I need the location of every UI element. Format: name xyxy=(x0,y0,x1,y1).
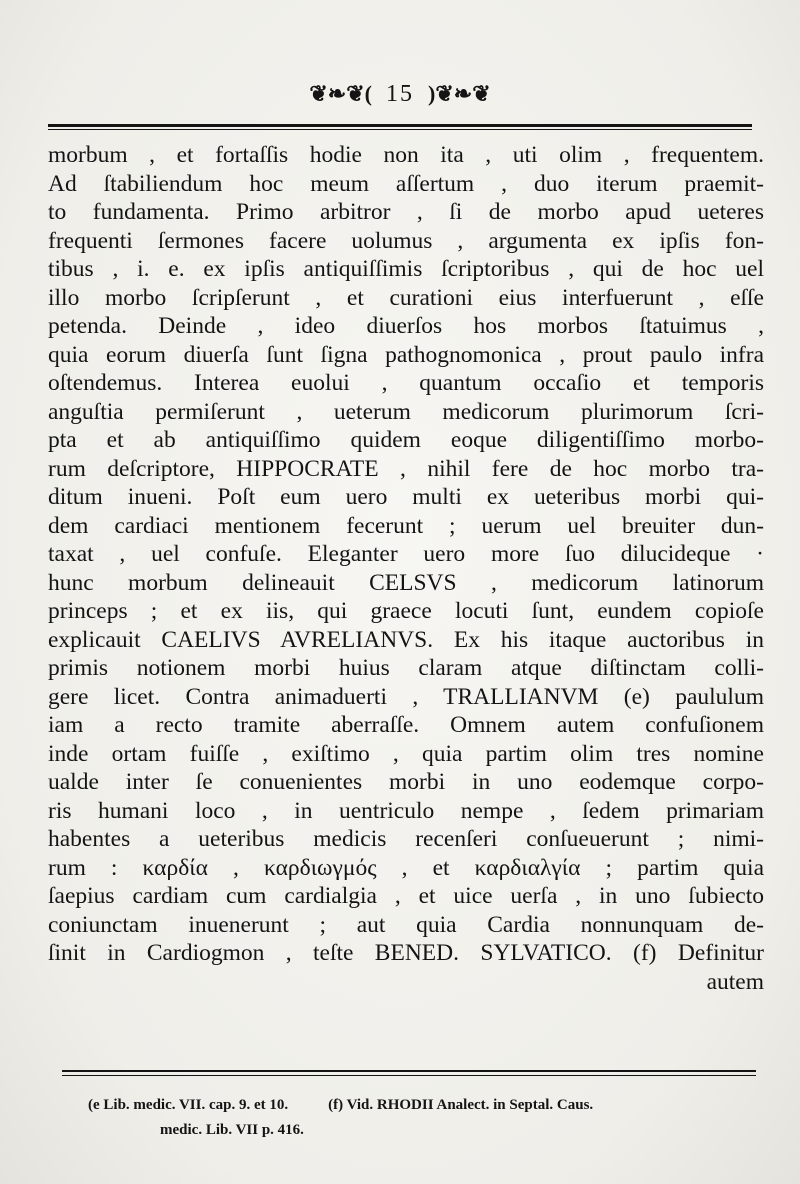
footnote-e: (e Lib. medic. VII. cap. 9. et 10. xyxy=(88,1097,289,1113)
text-line: dem cardiaci mentionem fecerunt ; uerum uel breuiter dun- xyxy=(48,512,764,539)
text-line: iam a recto tramite aberraſſe. Omnem autem confuſionem xyxy=(48,712,764,738)
footnote-f: (f) Vid. RHODII Analect. in Septal. Caus. xyxy=(328,1097,594,1113)
footnote-rule-thin xyxy=(62,1075,756,1076)
text-line: morbum , et fortaſſis hodie non ita , uti olim , frequentem. xyxy=(48,142,764,168)
text-line: pta et ab antiquiſſimo quidem eoque diligentiſſimo morbo- xyxy=(48,427,764,453)
page-number: 15 xyxy=(386,81,414,107)
text-line: ſaepius cardiam cum cardialgia , et uice uerſa , in uno ſubiecto xyxy=(48,883,764,909)
text-line: petenda. Deinde , ideo diuerſos hos morbos ſtatuimus , xyxy=(48,313,764,339)
main-text-block xyxy=(48,141,764,996)
left-ornament: ❦❧❦( xyxy=(309,81,372,106)
text-line: ditum inueni. Poſt eum uero multi ex ueteribus morbi qui- xyxy=(48,484,764,510)
text-line: rum : καρδία , καρδιωγμός , et καρδιαλγία ; partim quia xyxy=(48,854,764,881)
text-line: inde ortam fuiſſe , exiſtimo , quia partim olim tres nomine xyxy=(48,740,764,767)
text-line: primis notionem morbi huius claram atque diſtinctam colli- xyxy=(48,655,764,681)
text-line: anguſtia permiſerunt , ueterum medicorum plurimorum ſcri- xyxy=(48,398,764,425)
header-rule-thin xyxy=(48,129,752,130)
text-line: ualde inter ſe conuenientes morbi in uno eodemque corpo- xyxy=(48,769,764,795)
text-line: tibus , i. e. ex ipſis antiquiſſimis ſcriptoribus , qui de hoc uel xyxy=(48,256,764,282)
running-header xyxy=(0,78,800,118)
text-line: princeps ; et ex iis, qui graece locuti ſunt, eundem copioſe xyxy=(48,598,764,624)
text-line: frequenti ſermones facere uolumus , argumenta ex ipſis fon- xyxy=(48,227,764,254)
catchword: autem xyxy=(706,968,764,995)
text-line: Ad ſtabiliendum hoc meum aſſertum , duo iterum praemit- xyxy=(48,170,764,197)
right-ornament: )❦❧❦ xyxy=(428,81,491,106)
header-rule-thick xyxy=(48,124,752,127)
text-line: coniunctam inuenerunt ; aut quia Cardia nonnunquam de- xyxy=(48,911,764,938)
footnote-e-continuation: medic. Lib. VII p. 416. xyxy=(160,1122,304,1138)
text-line: gere licet. Contra animaduerti , TRALLIANVM (e) paululum xyxy=(48,683,764,710)
text-line: oſtendemus. Interea euolui , quantum occaſio et temporis xyxy=(48,370,764,396)
footnote-line xyxy=(88,1093,778,1118)
text-line: to fundamenta. Primo arbitror , ſi de morbo apud ueteres xyxy=(48,199,764,225)
text-line: ris humani loco , in uentriculo nempe , ſedem primariam xyxy=(48,797,764,824)
text-line: habentes a ueteribus medicis recenſeri conſueuerunt ; nimi- xyxy=(48,826,764,852)
text-line: quia eorum diuerſa ſunt ſigna pathognomonica , prout paulo infra xyxy=(48,341,764,368)
text-line: ſinit in Cardiogmon , teſte BENED. SYLVATICO. (f) Definitur xyxy=(48,940,764,966)
text-line: hunc morbum delineauit CELSVS , medicorum latinorum xyxy=(48,569,764,596)
text-line: explicauit CAELIVS AVRELIANVS. Ex his itaque auctoribus in xyxy=(48,626,764,653)
text-line: taxat , uel confuſe. Eleganter uero more ſuo dilucideque · xyxy=(48,541,764,567)
footnotes xyxy=(88,1093,778,1143)
text-line: rum deſcriptore, HIPPOCRATE , nihil fere de hoc morbo tra- xyxy=(48,455,764,482)
footnote-rule-thick xyxy=(62,1070,756,1072)
text-line: illo morbo ſcripſerunt , et curationi eius interfuerunt , eſſe xyxy=(48,284,764,311)
